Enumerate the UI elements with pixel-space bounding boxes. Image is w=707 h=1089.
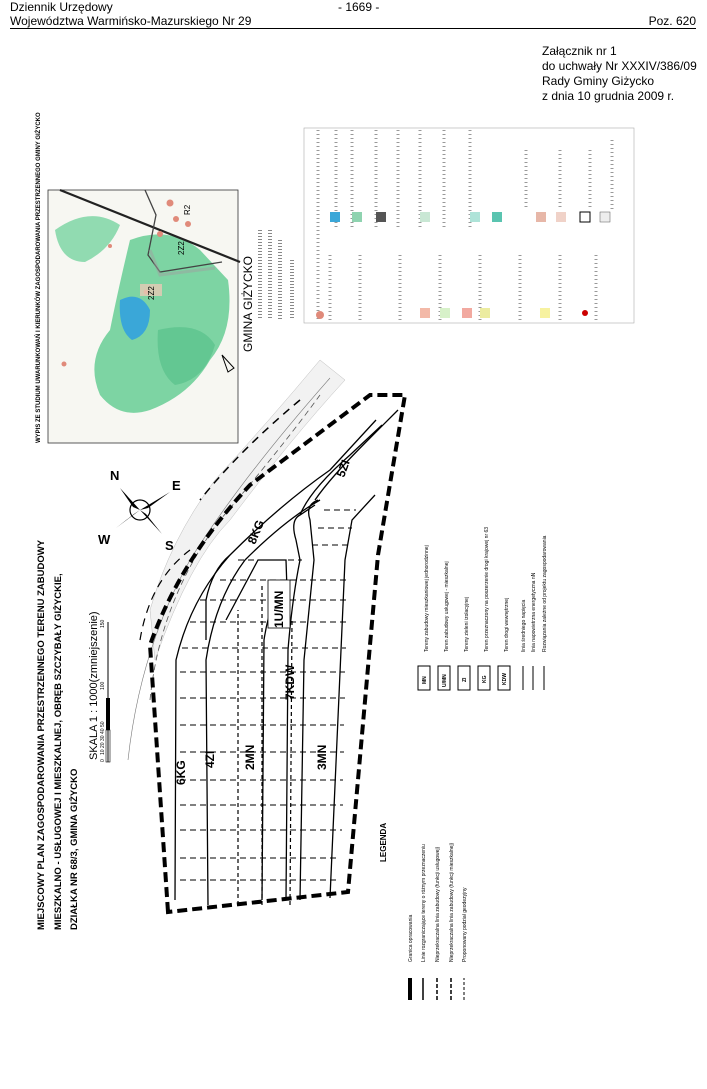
point-mark xyxy=(185,221,191,227)
compass-n: N xyxy=(110,468,120,483)
legend-item: Linie rozgraniczające tereny o różnym przeznaczeniu xyxy=(421,844,427,962)
zone-1umn: 1U/MN xyxy=(272,590,286,628)
svg-text:40: 40 xyxy=(100,728,106,734)
annex-line-1: Załącznik nr 1 xyxy=(542,44,617,58)
legend-desc: Teren zabudowy usługowej - mieszkalnej xyxy=(444,561,450,652)
position-number: Poz. 620 xyxy=(648,14,696,28)
legend-code: KDW xyxy=(502,673,508,685)
swatch xyxy=(440,308,450,318)
swatch xyxy=(492,212,502,222)
legend-sheet-frame xyxy=(304,128,634,323)
legend-code: KG xyxy=(482,675,488,683)
zone-6kg: 6KG xyxy=(174,760,188,785)
legend-item: Granica opracowania xyxy=(408,914,414,962)
page-number: - 1669 - xyxy=(338,0,380,14)
point-mark xyxy=(173,216,179,222)
legend-code: MN xyxy=(422,676,428,684)
journal-title: Dziennik Urzędowy xyxy=(10,0,113,14)
svg-text:10: 10 xyxy=(100,749,106,755)
legend-item: Nieprzekraczalna linia zabudowy (funkcji mieszkalnej) xyxy=(449,842,455,962)
legend-main xyxy=(379,823,468,1000)
inset-code-2z2-b: 2Z2 xyxy=(147,286,156,300)
legend-desc: linia napowietrzna energetyczna nN xyxy=(531,572,537,652)
swatch-dot xyxy=(316,311,324,319)
swatch xyxy=(420,212,430,222)
scale-label: SKALA 1 : 1000(zmniejszenie) xyxy=(88,611,100,760)
swatch-dot xyxy=(582,310,588,316)
swatch xyxy=(462,308,472,318)
swatch xyxy=(540,308,550,318)
legend-desc: Tereny zabudowy mieszkaniowej jednorodzinnej xyxy=(424,545,430,652)
swatch xyxy=(536,212,546,222)
point-mark xyxy=(157,231,163,237)
point-mark xyxy=(108,244,112,248)
inset-title: WYPIS ZE STUDIUM UWARUNKOWAŃ I KIERUNKÓW ZAGOSPODAROWANIA PRZESTRZENNEGO GMINY GIŻYCKO xyxy=(36,112,42,443)
compass-rose-icon xyxy=(98,468,181,553)
inset-code-2z2: 2Z2 xyxy=(177,241,186,255)
swatch xyxy=(330,212,340,222)
study-legend xyxy=(241,128,634,352)
legend-desc: Rozwiązania zależne od projektu zagospodarowania xyxy=(542,535,548,652)
plan-title-line-1: MIEJSCOWY PLAN ZAGOSPODAROWANIA PRZESTRZENNEGO TERENU ZABUDOWY xyxy=(36,539,47,930)
legend-desc: Tereny zieleni izolacyjnej xyxy=(464,596,470,652)
svg-text:0: 0 xyxy=(100,759,106,762)
svg-text:150: 150 xyxy=(100,619,106,628)
legend-desc: linia średniego napięcia xyxy=(521,599,527,652)
gmina-label: GMINA GIŻYCKO xyxy=(241,255,255,352)
zone-8kg: 8KG xyxy=(244,517,268,547)
zone-5zi: 5ZI xyxy=(333,457,353,480)
plan-boundary xyxy=(150,395,405,912)
zone-3mn: 3MN xyxy=(315,744,329,770)
zone-7kdw: 7KDW xyxy=(283,664,297,700)
study-inset xyxy=(34,112,240,443)
plan-title-line-3: DZIAŁKA NR 68/3, GMINA GIŻYCKO xyxy=(69,768,80,930)
svg-text:50: 50 xyxy=(100,721,106,727)
swatch xyxy=(600,212,610,222)
svg-text:100: 100 xyxy=(100,681,106,690)
annex-line-4: z dnia 10 grudnia 2009 r. xyxy=(542,89,675,103)
legend-desc: Teren drogi wewnętrznej xyxy=(504,597,510,652)
plan-title-line-2: MIESZKALNO - USŁUGOWEJ I MIESZKALNEJ, OBRĘB SZCZYBAŁY GIŻYCKIE, xyxy=(53,573,64,930)
journal-subtitle: Województwa Warmińsko-Mazurskiego Nr 29 xyxy=(10,14,252,28)
legend-zones xyxy=(418,527,548,690)
legend-desc: Teren przeznaczony na poszerzenie drogi krajowej nr 63 xyxy=(484,526,490,652)
legend-title: LEGENDA xyxy=(379,822,388,862)
compass-w: W xyxy=(98,532,111,547)
compass-e: E xyxy=(172,478,181,493)
annex-line-3: Rady Gminy Giżycko xyxy=(542,74,655,88)
point-mark xyxy=(167,200,174,207)
legend-code: ZI xyxy=(462,677,468,682)
annex-line-2: do uchwały Nr XXXIV/386/09 xyxy=(542,59,697,73)
inset-code-r2: R2 xyxy=(183,204,192,215)
swatch xyxy=(352,212,362,222)
zone-2mn: 2MN xyxy=(243,744,257,770)
legend-code: U/MN xyxy=(442,674,448,687)
swatch xyxy=(480,308,490,318)
swatch xyxy=(376,212,386,222)
plan-title-block xyxy=(36,539,110,930)
compass-s: S xyxy=(165,538,174,553)
zone-4zi: 4ZI xyxy=(203,750,217,768)
swatch xyxy=(420,308,430,318)
swatch xyxy=(470,212,480,222)
point-mark xyxy=(62,362,67,367)
legend-item: Proponowany podział geodezyjny xyxy=(462,887,468,962)
svg-text:30: 30 xyxy=(100,735,106,741)
swatch xyxy=(556,212,566,222)
legend-item: Nieprzekraczalna linia zabudowy (funkcji usługowej) xyxy=(435,846,441,962)
swatch xyxy=(580,212,590,222)
svg-text:20: 20 xyxy=(100,742,106,748)
